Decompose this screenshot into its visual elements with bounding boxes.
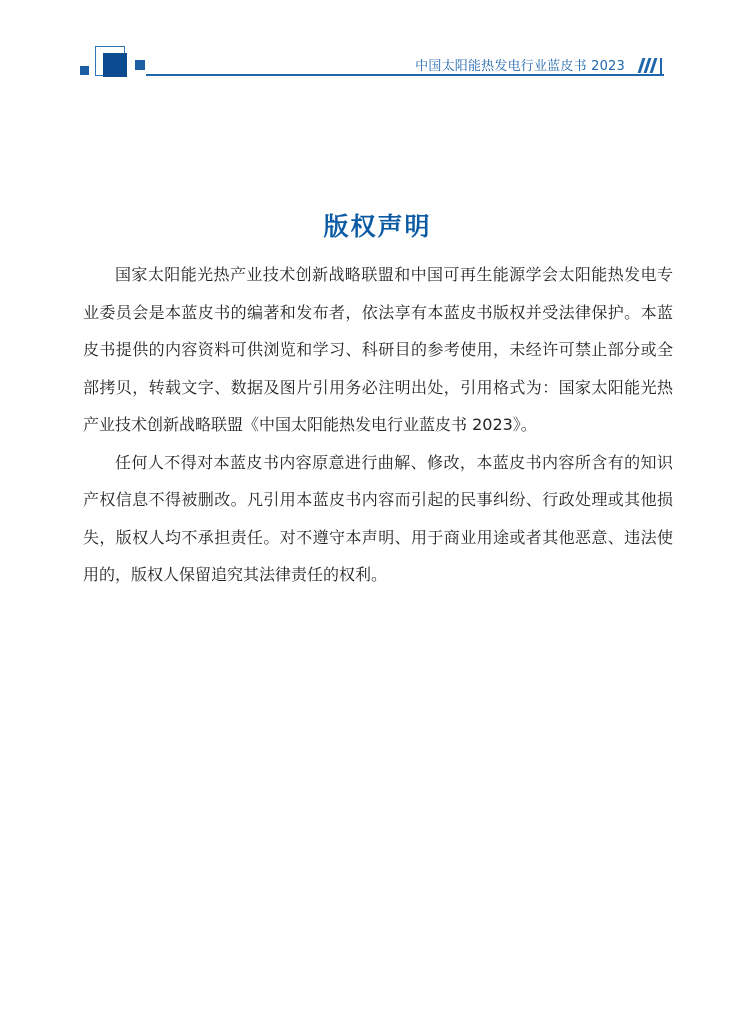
logo-square-small-left [80,66,89,75]
slashes-decoration-icon [638,58,664,74]
paragraph: 国家太阳能光热产业技术创新战略联盟和中国可再生能源学会太阳能热发电专业委员会是本蓝皮书的编著和发布者，依法享有本蓝皮书版权并受法律保护。本蓝皮书提供的内容资料可供浏览和学习、科研目的参考使用，未经许可禁止部分或全部拷贝，转载文字、数据及图片引用务必注明出处，引用格式为：国家太阳能光热产业技术创新战略联盟《中国太阳能热发电行业蓝皮书 2023》。 [83,265,673,434]
document-body [83,256,673,594]
header-title: 中国太阳能热发电行业蓝皮书 2023 [415,59,625,74]
logo-square-filled [103,53,127,77]
paragraph: 任何人不得对本蓝皮书内容原意进行曲解、修改，本蓝皮书内容所含有的知识产权信息不得被删改。凡引用本蓝皮书内容而引起的民事纠纷、行政处理或其他损失，版权人均不承担责任。对不遵守本声明、用于商业用途或者其他恶意、违法使用的，版权人保留追究其法律责任的权利。 [83,452,673,584]
page-header [0,0,755,90]
header-rule [146,74,664,76]
page-title: 版权声明 [323,211,432,241]
logo-square-small-right [135,60,145,70]
